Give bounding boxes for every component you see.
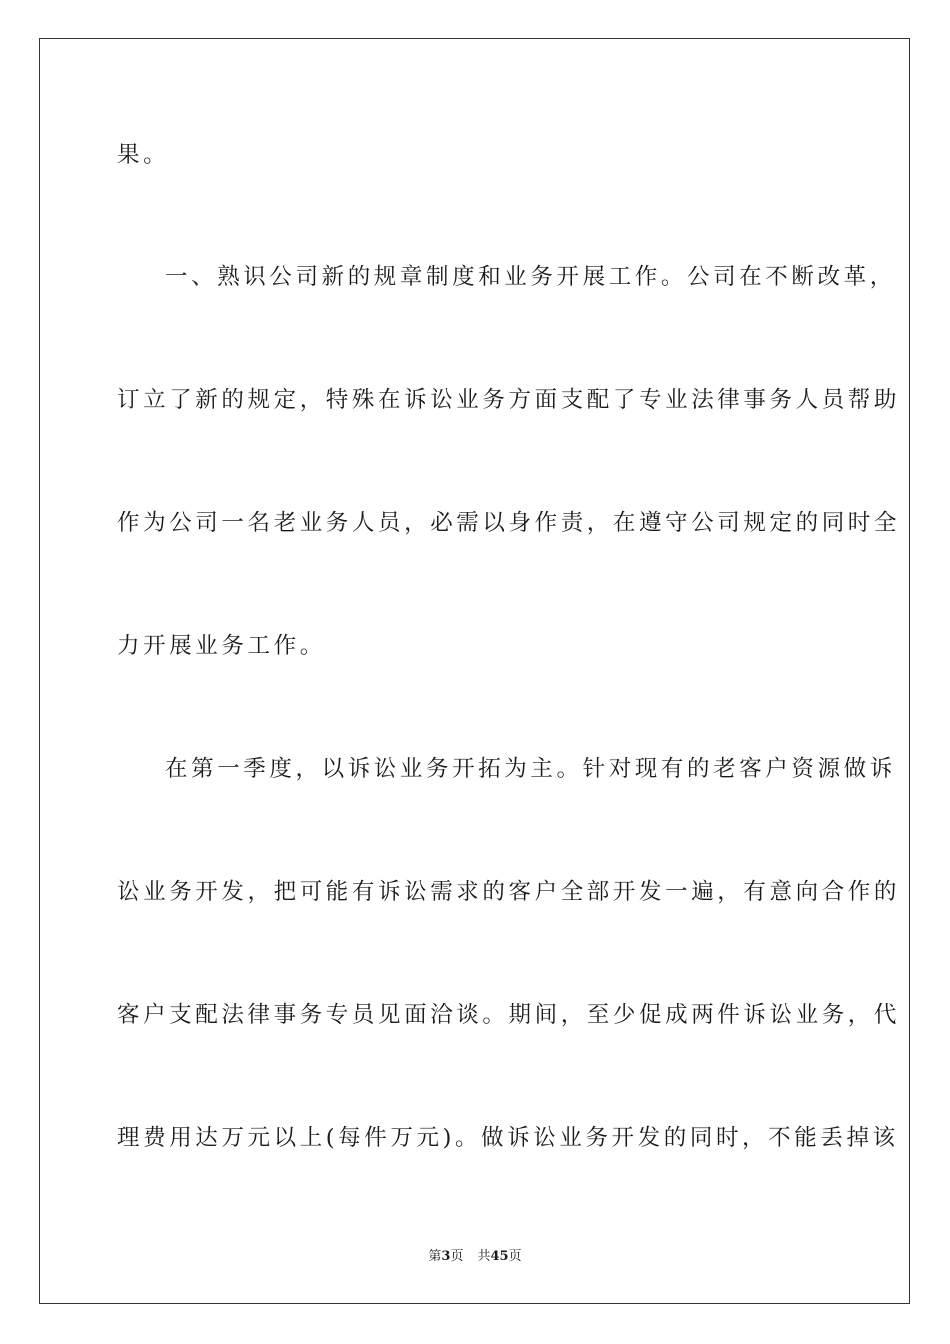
text-line-7: 讼业务开发，把可能有诉讼需求的客户全部开发一遍，有意向合作的 [117, 879, 901, 905]
total-prefix: 共 [477, 1249, 491, 1264]
total-suffix: 页 [508, 1249, 522, 1264]
page-prefix: 第 [428, 1249, 442, 1264]
text-line-5: 力开展业务工作。 [117, 633, 326, 659]
text-line-2: 一、熟识公司新的规章制度和业务开展工作。公司在不断改革， [165, 264, 896, 290]
page-footer [0, 1248, 950, 1266]
text-line-3: 订立了新的规定，特殊在诉讼业务方面支配了专业法律事务人员帮助 [117, 387, 901, 413]
page-suffix: 页 [450, 1249, 464, 1264]
page-border [39, 38, 910, 1304]
text-line-1: 果。 [117, 142, 170, 168]
text-line-6: 在第一季度，以诉讼业务开拓为主。针对现有的老客户资源做诉 [165, 756, 896, 782]
total-pages: 45 [490, 1249, 509, 1264]
text-line-4: 作为公司一名老业务人员，必需以身作责，在遵守公司规定的同时全 [117, 510, 901, 536]
text-line-9: 理费用达万元以上(每件万元)。做诉讼业务开发的同时，不能丢掉该 [117, 1125, 899, 1151]
text-line-8: 客户支配法律事务专员见面洽谈。期间，至少促成两件诉讼业务，代 [117, 1002, 901, 1028]
page-number: 3 [441, 1249, 451, 1264]
